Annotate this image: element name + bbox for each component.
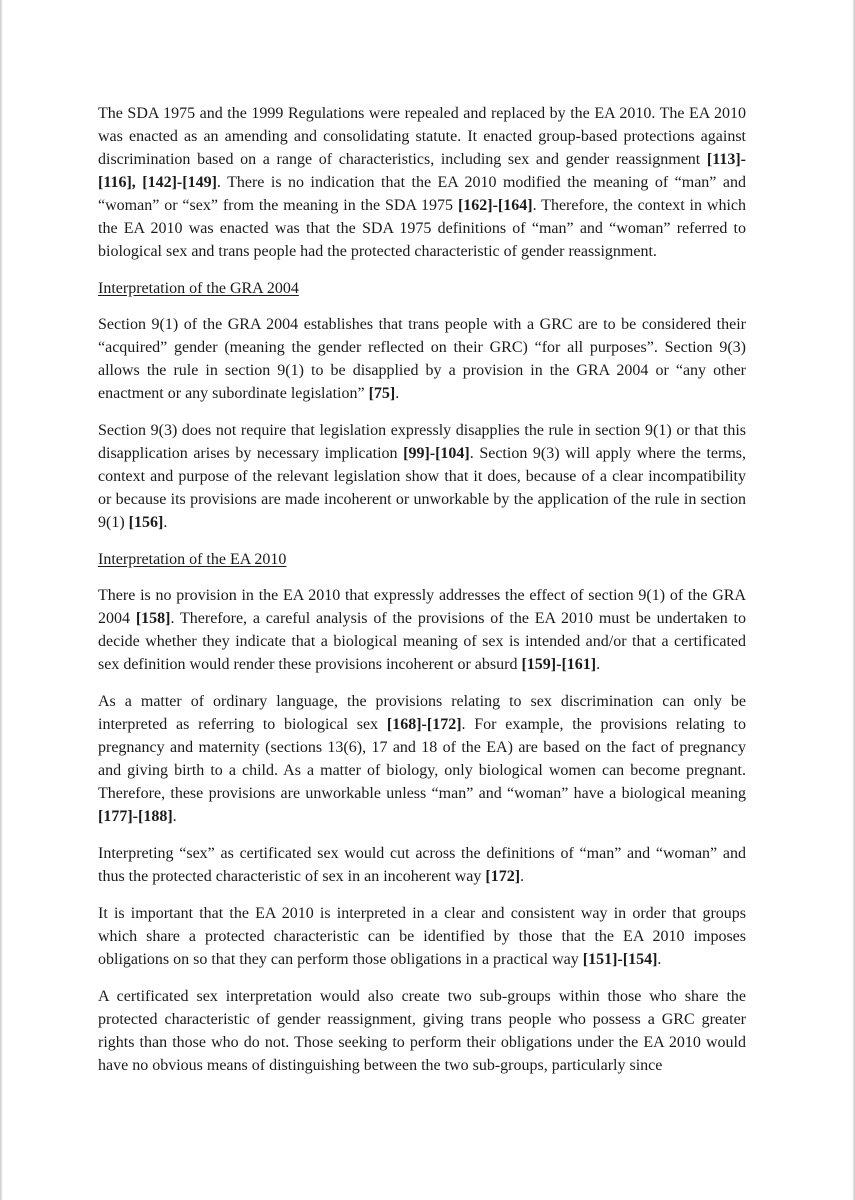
body-paragraph <box>98 419 746 534</box>
paragraph-reference: [158] <box>135 610 171 627</box>
body-paragraph <box>98 102 746 263</box>
body-paragraph <box>98 313 746 405</box>
section-heading <box>98 277 746 300</box>
paragraph-reference: [151]-[154] <box>582 951 658 968</box>
body-paragraph <box>98 690 746 828</box>
body-paragraph <box>98 584 746 676</box>
text-segment: Section 9(3) does not require that legislation expressly disapplies the rule in section 9(1) or that this disapplication arises by necessary implication <box>98 422 746 462</box>
text-segment: Interpreting “sex” as certificated sex would cut across the definitions of “man” and “woman” and thus the protected characteristic of sex in an incoherent way <box>98 845 746 885</box>
text-segment: . Therefore, the context in which the EA 2010 was enacted was that the SDA 1975 definitions of “man” and “woman” referred to biological sex and trans people had the protected characteristic of gender reassignment. <box>98 197 746 260</box>
body-paragraph <box>98 985 746 1077</box>
paragraph-reference: [113]-[116], [142]-[149] <box>98 151 746 191</box>
text-segment: The SDA 1975 and the 1999 Regulations were repealed and replaced by the EA 2010. The EA 2010 was enacted as an amending and consolidating statute. It enacted group-based protections against discrimination based on a range of characteristics, including sex and gender reassignment <box>98 105 746 168</box>
paragraph-reference: [75] <box>368 385 396 402</box>
text-segment: It is important that the EA 2010 is interpreted in a clear and consistent way in order that groups which share a protected characteristic can be identified by those that the EA 2010 imposes obligations on so that they can perform those obligations in a practical way <box>98 905 746 968</box>
page-edge-left <box>0 0 3 1200</box>
body-paragraph <box>98 902 746 971</box>
paragraph-reference: [172] <box>485 868 521 885</box>
text-segment: . <box>657 951 662 968</box>
text-segment: . <box>596 656 601 673</box>
text-segment: . <box>172 808 177 825</box>
body-paragraph <box>98 842 746 888</box>
paragraph-reference: [99]-[104] <box>403 445 470 462</box>
paragraph-reference: [177]-[188] <box>98 808 173 825</box>
document-page <box>98 102 746 1091</box>
text-segment: Section 9(1) of the GRA 2004 establishes that trans people with a GRC are to be considered their “acquired” gender (meaning the gender reflected on their GRC) “for all purposes”. Section 9(3) allows the rule in section 9(1) to be disapplied by a provision in the GRA 2004 or “any other enactment or any subordinate legislation” <box>98 316 746 402</box>
text-segment: There is no provision in the EA 2010 that expressly addresses the effect of section 9(1) of the GRA 2004 <box>98 587 746 627</box>
text-segment: As a matter of ordinary language, the provisions relating to sex discrimination can only be interpreted as referring to biological sex <box>98 693 746 733</box>
paragraph-reference: [162]-[164] <box>457 197 533 214</box>
paragraph-reference: [159]-[161] <box>521 656 597 673</box>
text-segment: . Therefore, a careful analysis of the provisions of the EA 2010 must be undertaken to decide whether they indicate that a biological meaning of sex is intended and/or that a certificated sex definition would render these provisions incoherent or absurd <box>98 610 747 673</box>
section-heading <box>98 548 746 571</box>
text-segment: . For example, the provisions relating to pregnancy and maternity (sections 13(6), 17 and 18 of the EA) are based on the fact of pregnancy and giving birth to a child. As a matter of biology, only biological women can become pregnant. Therefore, these provisions are unworkable unless “man” and “woman” have a biological meaning <box>98 716 747 802</box>
text-segment: A certificated sex interpretation would also create two sub-groups within those who share the protected characteristic of gender reassignment, giving trans people who possess a GRC greater rights than those who do not. Those seeking to perform their obligations under the EA 2010 would have no obvious means of distinguishing between the two sub-groups, particularly since <box>98 988 746 1074</box>
text-segment: Interpretation of the EA 2010 <box>98 551 287 568</box>
text-segment: . <box>520 868 525 885</box>
text-segment: . Section 9(3) will apply where the terms, context and purpose of the relevant legislation show that it does, because of a clear incompatibility or because its provisions are made incoherent or unworkable by the application of the rule in section 9(1) <box>98 445 747 531</box>
paragraph-reference: [168]-[172] <box>386 716 462 733</box>
paragraph-reference: [156] <box>128 514 164 531</box>
text-segment: . <box>163 514 168 531</box>
text-segment: Interpretation of the GRA 2004 <box>98 280 299 297</box>
text-segment: . <box>395 385 400 402</box>
text-segment: . There is no indication that the EA 2010 modified the meaning of “man” and “woman” or “sex” from the meaning in the SDA 1975 <box>98 174 746 214</box>
